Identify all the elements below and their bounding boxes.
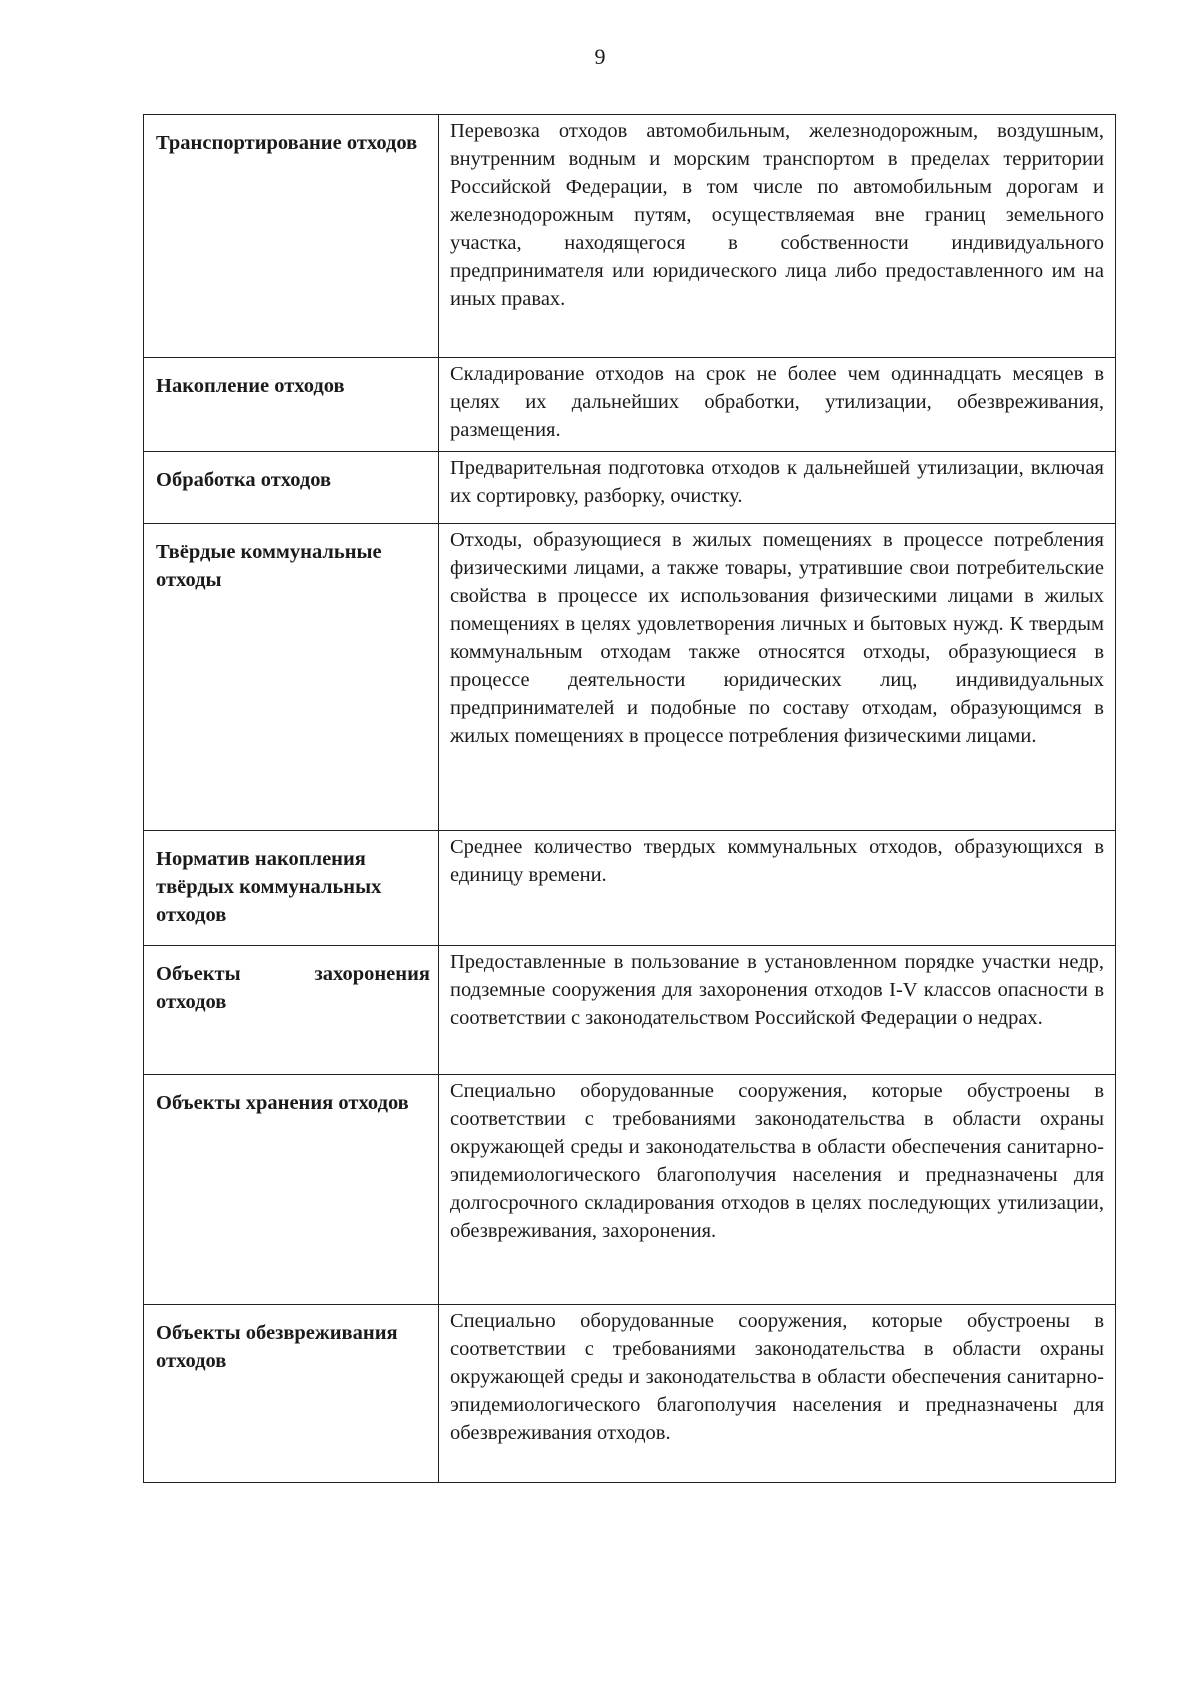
table-row [144, 452, 1116, 524]
page-number: 9 [594, 44, 606, 69]
definition-text: Специально оборудованные сооружения, которые обустроены в соответствии с требованиями законодательства в области охраны окружающей среды и законодательства в области обеспечения санитарно-эпидемиологического благополучия населения и предназначены для обезвреживания отходов. [450, 1310, 1104, 1444]
term-text: Транспортирование отходов [156, 132, 418, 154]
term-text: Накопление отходов [156, 375, 345, 397]
definition-text: Среднее количество твердых коммунальных отходов, образующихся в единицу времени. [450, 836, 1104, 886]
definition-cell [439, 831, 1116, 946]
table-row [144, 1075, 1116, 1305]
term-cell [144, 946, 439, 1075]
term-text: Норматив накопления твёрдых коммунальных отходов [156, 848, 382, 926]
term-text: Объекты хранения отходов [156, 1092, 409, 1114]
definition-text: Складирование отходов на срок не более чем одиннадцать месяцев в целях их дальнейших обработки, утилизации, обезвреживания, размещения. [450, 363, 1104, 441]
term-text: Объекты обезвреживания отходов [156, 1322, 398, 1372]
term-cell [144, 358, 439, 452]
definition-cell [439, 1075, 1116, 1305]
definition-text: Отходы, образующиеся в жилых помещениях в процессе потребления физическими лицами, а также товары, утратившие свои потребительские свойства в процессе их использования физическими лицами в жилых помещениях в целях удовлетворения личных и бытовых нужд. К твердым коммунальным отходам также относятся отходы, образующиеся в процессе деятельности юридических лиц, индивидуальных предпринимателей и подобные по составу отходам, образующимся в жилых помещениях в процессе потребления физическими лицами. [450, 529, 1104, 747]
definition-text: Перевозка отходов автомобильным, железнодорожным, воздушным, внутренним водным и морским транспортом в пределах территории Российской Федерации, в том числе по автомобильным дорогам и железнодорожным путям, осуществляемая вне границ земельного участка, находящегося в собственности индивидуального предпринимателя или юридического лица либо предоставленного им на иных правах. [450, 120, 1104, 310]
definition-cell [439, 1305, 1116, 1483]
term-cell [144, 831, 439, 946]
definition-cell [439, 115, 1116, 358]
table-row [144, 524, 1116, 831]
term-text: Твёрдые коммунальные отходы [156, 541, 382, 591]
terms-table [143, 114, 1116, 1483]
term-cell [144, 524, 439, 831]
definition-text: Предоставленные в пользование в установленном порядке участки недр, подземные сооружения для захоронения отходов I-V классов опасности в соответствии с законодательством Российской Федерации о недрах. [450, 951, 1104, 1029]
table-row [144, 831, 1116, 946]
table-row [144, 115, 1116, 358]
table-row [144, 946, 1116, 1075]
definition-cell [439, 946, 1116, 1075]
term-text: Объекты захоронения отходов [156, 963, 430, 1013]
term-cell [144, 1075, 439, 1305]
term-cell [144, 1305, 439, 1483]
table-row [144, 358, 1116, 452]
definition-cell [439, 358, 1116, 452]
term-text: Обработка отходов [156, 469, 332, 491]
table-row [144, 1305, 1116, 1483]
term-cell [144, 115, 439, 358]
definition-cell [439, 452, 1116, 524]
definition-cell [439, 524, 1116, 831]
definition-text: Специально оборудованные сооружения, которые обустроены в соответствии с требованиями законодательства в области охраны окружающей среды и законодательства в области обеспечения санитарно-эпидемиологического благополучия населения и предназначены для долгосрочного складирования отходов в целях последующих утилизации, обезвреживания, захоронения. [450, 1080, 1104, 1242]
term-cell [144, 452, 439, 524]
definition-text: Предварительная подготовка отходов к дальнейшей утилизации, включая их сортировку, разборку, очистку. [450, 457, 1104, 507]
